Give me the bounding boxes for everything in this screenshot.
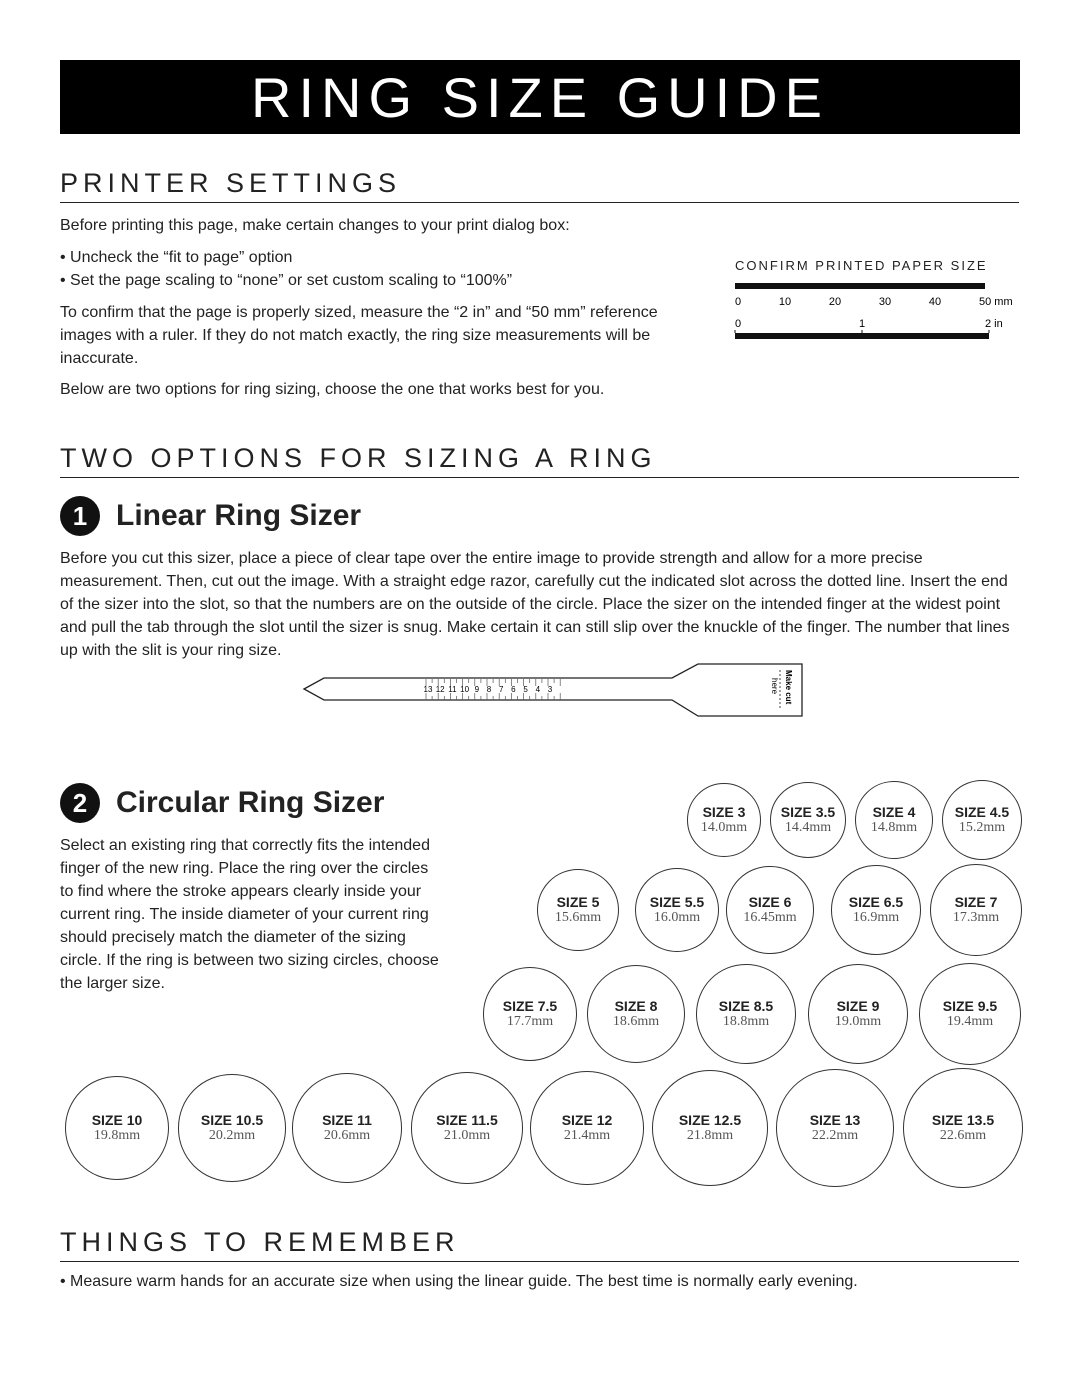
- printer-bullet: • Uncheck the “fit to page” option: [60, 246, 680, 269]
- printer-intro: Before printing this page, make certain changes to your print dialog box:: [60, 217, 570, 234]
- circle-diameter-label: 14.8mm: [870, 819, 918, 835]
- linear-ring-sizer: [300, 660, 810, 720]
- mm-tick-label: 50 mm: [979, 296, 1013, 308]
- reference-ruler: [725, 280, 1025, 346]
- sizing-circle: [635, 868, 720, 953]
- sizing-circle: [831, 865, 921, 955]
- circle-size-label: SIZE 13.5: [931, 1111, 995, 1128]
- sizer-scale-number: 9: [474, 685, 480, 694]
- printer-settings-heading: PRINTER SETTINGS: [60, 166, 1019, 203]
- sizing-circle: [903, 1068, 1023, 1188]
- circle-size-label: SIZE 11.5: [436, 1111, 498, 1128]
- circle-size-label: SIZE 8: [614, 997, 658, 1014]
- circle-size-label: SIZE 3.5: [780, 803, 836, 820]
- circle-diameter-label: 14.0mm: [700, 819, 748, 835]
- circle-diameter-label: 18.6mm: [612, 1013, 660, 1029]
- inch-tick-label: 2 in: [985, 318, 1003, 330]
- inch-tick-label: 1: [858, 318, 866, 330]
- page-title: RING SIZE GUIDE: [251, 65, 829, 129]
- mm-tick-label: 30: [878, 296, 892, 308]
- option-number-badge: 2: [60, 783, 100, 823]
- linear-sizer-title: Linear Ring Sizer: [116, 499, 362, 532]
- printer-below-text: Below are two options for ring sizing, choose the one that works best for you.: [60, 381, 605, 398]
- circle-size-label: SIZE 7.5: [502, 997, 558, 1014]
- circle-size-label: SIZE 3: [702, 803, 746, 820]
- sizing-circle: [483, 967, 577, 1061]
- sizing-circle: [919, 963, 1022, 1066]
- circle-diameter-label: 19.8mm: [93, 1127, 141, 1143]
- circular-sizer-title: Circular Ring Sizer: [116, 786, 385, 819]
- circle-size-label: SIZE 7: [954, 893, 998, 910]
- cut-label: Make cut: [784, 670, 793, 705]
- circle-size-label: SIZE 10: [91, 1111, 143, 1128]
- cut-label: here: [770, 678, 779, 695]
- printer-confirm-text: To confirm that the page is properly sized, measure the “2 in” and “50 mm” reference images with a ruler. If they do not match exactly, the ring size measurements will be inaccurate.: [60, 304, 658, 367]
- circle-diameter-label: 16.9mm: [852, 909, 900, 925]
- circular-sizer-header: [60, 783, 384, 823]
- circle-diameter-label: 14.4mm: [784, 819, 832, 835]
- circle-diameter-label: 21.4mm: [563, 1127, 611, 1143]
- inch-ruler-bar: [735, 333, 989, 339]
- printer-bullet: • Set the page scaling to “none” or set custom scaling to “100%”: [60, 269, 680, 292]
- circle-diameter-label: 20.6mm: [323, 1127, 371, 1143]
- mm-tick-label: 10: [778, 296, 792, 308]
- circle-diameter-label: 17.7mm: [506, 1013, 554, 1029]
- circle-diameter-label: 17.3mm: [952, 909, 1000, 925]
- circle-size-label: SIZE 4.5: [954, 803, 1010, 820]
- circular-sizer-instructions: Select an existing ring that correctly fits the intended finger of the new ring. Place the ring over the circles to find where the stroke appears clearly inside your current ring. The inside diameter of your current ring should precisely match the diameter of the sizing circle. If the ring is between two sizing circles, choose the larger size.: [60, 837, 439, 992]
- page-title-banner: [60, 60, 1020, 134]
- sizing-circle: [587, 965, 686, 1064]
- linear-sizer-instructions: Before you cut this sizer, place a piece of clear tape over the entire image to provide strength and allow for a more precise measurement. Then, cut out the image. With a straight edge razor, carefully cut the indicated slot across the dotted line. Insert the end of the sizer into the slot, so that the numbers are on the outside of the circle. Place the sizer on the intended finger at the widest point and pull the tab through the slot until the sizer is snug. Make certain it can still slip over the knuckle of the finger. The number that lines up with the slit is your ring size.: [60, 550, 1010, 659]
- circle-diameter-label: 15.2mm: [958, 819, 1006, 835]
- sizer-scale-number: 5: [523, 685, 528, 694]
- mm-tick-label: 20: [828, 296, 842, 308]
- circle-diameter-label: 22.2mm: [811, 1127, 859, 1143]
- sizer-scale-number: 12: [435, 685, 445, 694]
- sizer-scale-number: 6: [511, 685, 516, 694]
- ruler-title: CONFIRM PRINTED PAPER SIZE: [735, 258, 988, 273]
- mm-tick-label: 40: [928, 296, 942, 308]
- circle-size-label: SIZE 6.5: [848, 893, 904, 910]
- sizer-outline: [304, 664, 802, 716]
- sizing-circle: [855, 781, 933, 859]
- sizing-circle: [942, 780, 1023, 861]
- sizing-circle: [178, 1074, 285, 1181]
- circle-diameter-label: 16.45mm: [743, 909, 797, 925]
- circle-size-label: SIZE 4: [872, 803, 916, 820]
- inch-tick-label: 0: [735, 318, 742, 330]
- circle-size-label: SIZE 9.5: [942, 997, 998, 1014]
- circle-diameter-label: 15.6mm: [554, 909, 602, 925]
- circle-size-label: SIZE 11: [322, 1111, 372, 1128]
- sizer-scale-number: 13: [423, 685, 433, 694]
- sizer-scale-number: 11: [448, 685, 457, 694]
- circle-size-label: SIZE 6: [748, 893, 792, 910]
- sizer-scale-number: 4: [535, 685, 541, 694]
- circle-size-label: SIZE 12.5: [678, 1111, 742, 1128]
- circle-size-label: SIZE 8.5: [718, 997, 774, 1014]
- circle-size-label: SIZE 5.5: [649, 893, 705, 910]
- circle-size-label: SIZE 10.5: [200, 1111, 264, 1128]
- sizer-scale-number: 10: [460, 685, 470, 694]
- circle-diameter-label: 16.0mm: [653, 909, 701, 925]
- sizer-scale-number: 3: [547, 685, 553, 694]
- sizer-scale-number: 8: [486, 685, 492, 694]
- sizing-circle: [65, 1076, 170, 1181]
- sizing-circle: [770, 782, 846, 858]
- circle-size-label: SIZE 13: [809, 1111, 861, 1128]
- remember-bullet-list: [60, 1270, 1020, 1293]
- mm-tick-label: 0: [735, 296, 742, 308]
- sizing-circle: [292, 1073, 401, 1182]
- circle-diameter-label: 22.6mm: [939, 1127, 987, 1143]
- option-number-badge: 1: [60, 496, 100, 536]
- sizing-circle: [776, 1069, 894, 1187]
- circle-diameter-label: 19.0mm: [834, 1013, 882, 1029]
- sizing-circle: [726, 866, 813, 953]
- things-to-remember-heading: THINGS TO REMEMBER: [60, 1225, 1019, 1262]
- sizing-circle: [530, 1071, 643, 1184]
- sizing-circle: [652, 1070, 768, 1186]
- sizing-circle: [808, 964, 909, 1065]
- circle-diameter-label: 21.8mm: [686, 1127, 734, 1143]
- remember-bullet: • Measure warm hands for an accurate size when using the linear guide. The best time is normally early evening.: [60, 1270, 1020, 1293]
- circle-diameter-label: 20.2mm: [208, 1127, 256, 1143]
- circle-size-label: SIZE 5: [556, 893, 600, 910]
- circle-diameter-label: 19.4mm: [946, 1013, 994, 1029]
- mm-ruler-bar: [735, 283, 985, 289]
- printer-bullet-list: [60, 246, 680, 292]
- sizing-circle: [930, 864, 1022, 956]
- two-options-heading: TWO OPTIONS FOR SIZING A RING: [60, 441, 1019, 478]
- sizing-circle: [687, 783, 761, 857]
- circle-size-label: SIZE 12: [561, 1111, 613, 1128]
- sizing-circle: [537, 869, 620, 952]
- sizing-circle: [696, 964, 796, 1064]
- sizing-circle: [411, 1072, 522, 1183]
- linear-sizer-header: [60, 496, 361, 536]
- circle-diameter-label: 18.8mm: [722, 1013, 770, 1029]
- circle-size-label: SIZE 9: [836, 997, 880, 1014]
- circle-diameter-label: 21.0mm: [443, 1127, 491, 1143]
- sizer-scale-number: 7: [498, 685, 504, 694]
